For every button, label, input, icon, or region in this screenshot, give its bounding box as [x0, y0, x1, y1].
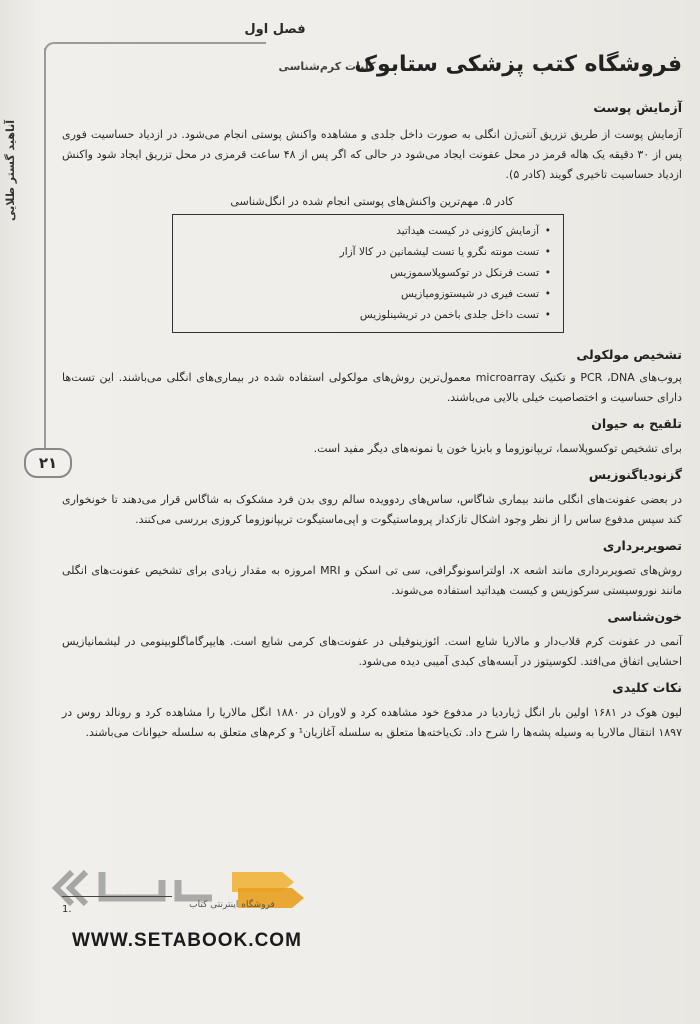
logo-wordmark-icon: [102, 872, 212, 898]
box-5: [172, 214, 564, 333]
section-text: آنمی در عفونت کرم قلاب‌دار و مالاریا شایع است. ائوزینوفیلی در عفونت‌های کرمی شایع است. هایپرگاماگلوبینومی در لیشمانیازیس احشایی اتفاق می‌افتد. لکوسیتوز در آبسه‌های کبدی آمیبی دیده می‌شود.: [62, 635, 682, 668]
section-heading: تصویربرداری: [602, 538, 682, 553]
section-text: آزمایش پوست از طریق تزریق آنتی‌ژن انگلی به صورت داخل جلدی و مشاهده واکنش پوستی انجام می‌شود. در ازدیاد حساسیت فوری پس از ۳۰ دقیقه یک هاله قرمز در محل عفونت ایجاد می‌شود در حالی که اگر پس از ۴۸ ساعت قرمزی در محل تزریق ایجاد شود واکنش ازدیاد حساسیت تاخیری گویند (کادر ۵).: [62, 128, 683, 181]
logo-arrows-icon: [56, 872, 86, 904]
section-heading: آزمایش پوست: [593, 100, 682, 115]
side-title: آناهید گستر طلایی: [4, 119, 17, 221]
section-text: پروب‌های PCR ،DNA و تکنیک microarray معمول‌ترین روش‌های مولکولی استفاده شده در بیماری‌های انگلی می‌باشند. این تست‌ها دارای حساسیت و اختصاصیت خیلی بالایی می‌باشند.: [62, 371, 682, 404]
setabook-logo: [42, 858, 332, 928]
logo-tagline: فروشگاه اینترنتی کتاب: [189, 900, 275, 910]
section-hematology: [62, 609, 682, 672]
box-title: کادر ۵. مهم‌ترین واکنش‌های پوستی انجام شده در انگل‌شناسی: [230, 195, 514, 208]
section-text: برای تشخیص توکسوپلاسما، تریپانوزوما و بابزیا خون یا نمونه‌های دیگر مفید است.: [313, 442, 682, 455]
section-heading: گزنودیاگنوزیس: [588, 467, 682, 482]
box-item: • آزمایش کازونی در کیست هیداتید: [181, 221, 551, 242]
box-item: • تست داخل جلدی باخمن در تریشینلوزیس: [181, 305, 551, 326]
page-number: ۲۱: [24, 448, 72, 478]
header-rail: [44, 42, 266, 54]
footnote-divider: [62, 896, 172, 897]
section-heading: تلقیح به حیوان: [591, 416, 682, 431]
section-skin-test: [62, 100, 682, 185]
box-item: • تست فیری در شیستوزومیازیس: [181, 284, 551, 305]
box-item: • تست مونته نگرو یا تست لیشمانین در کالا آزار: [181, 242, 551, 263]
chapter-label: فصل اول: [244, 22, 306, 37]
section-heading: نکات کلیدی: [612, 680, 682, 695]
section-animal-inoculation: [62, 416, 682, 459]
store-title: فروشگاه کتب پزشکی ستابوک: [354, 52, 682, 77]
section-heading: تشخیص مولکولی: [576, 347, 682, 362]
section-text: روش‌های تصویربرداری مانند اشعه x، اولتراسونوگرافی، سی تی اسکن و MRI امروزه به مقدار زیادی برای تشخیص عفونت‌های انگلی مانند نوروسیستی سرکوزیس و کیست هیداتید استفاده می‌شوند.: [62, 564, 682, 597]
page-content: [62, 92, 682, 743]
section-imaging: [62, 538, 682, 601]
section-text: در بعضی عفونت‌های انگلی مانند بیماری شاگاس، ساس‌های ردوویده سالم روی بدن فرد مشکوک به شاگاس قرار می‌دهند تا خونخواری کند سپس مدفوع ساس را از نظر وجود اشکال تازکدار پروماستیگوت و اپی‌ماستیگوت تریپانوزوما کروزی بررسی می‌کنند.: [62, 493, 682, 526]
side-rail: [44, 48, 46, 448]
box-item: • تست فرنکل در توکسوپلاسموزیس: [181, 263, 551, 284]
section-xenodiagnosis: [62, 467, 682, 530]
watermark-url: WWW.SETABOOK.COM: [72, 930, 302, 951]
section-heading: خون‌شناسی: [607, 609, 682, 624]
footnote-number: 1.: [62, 904, 72, 915]
section-text: لیون هوک در ۱۶۸۱ اولین بار انگل ژیاردیا در مدفوع خود مشاهده کرد و لاوران در ۱۸۸۰ انگل مالاریا را مشاهده کرد و رونالد روس در ۱۸۹۷ انتقال مالاریا به وسیله پشه‌ها را شرح داد. تک‌یاخته‌ها متعلق به سلسله آغازیان¹ و کرم‌های متعلق به سلسله حیوانات می‌باشند.: [62, 706, 682, 739]
section-molecular: [62, 347, 682, 408]
header-subtitle: کلیات کرم‌شناسی: [278, 60, 376, 73]
section-key-points: [62, 680, 682, 743]
